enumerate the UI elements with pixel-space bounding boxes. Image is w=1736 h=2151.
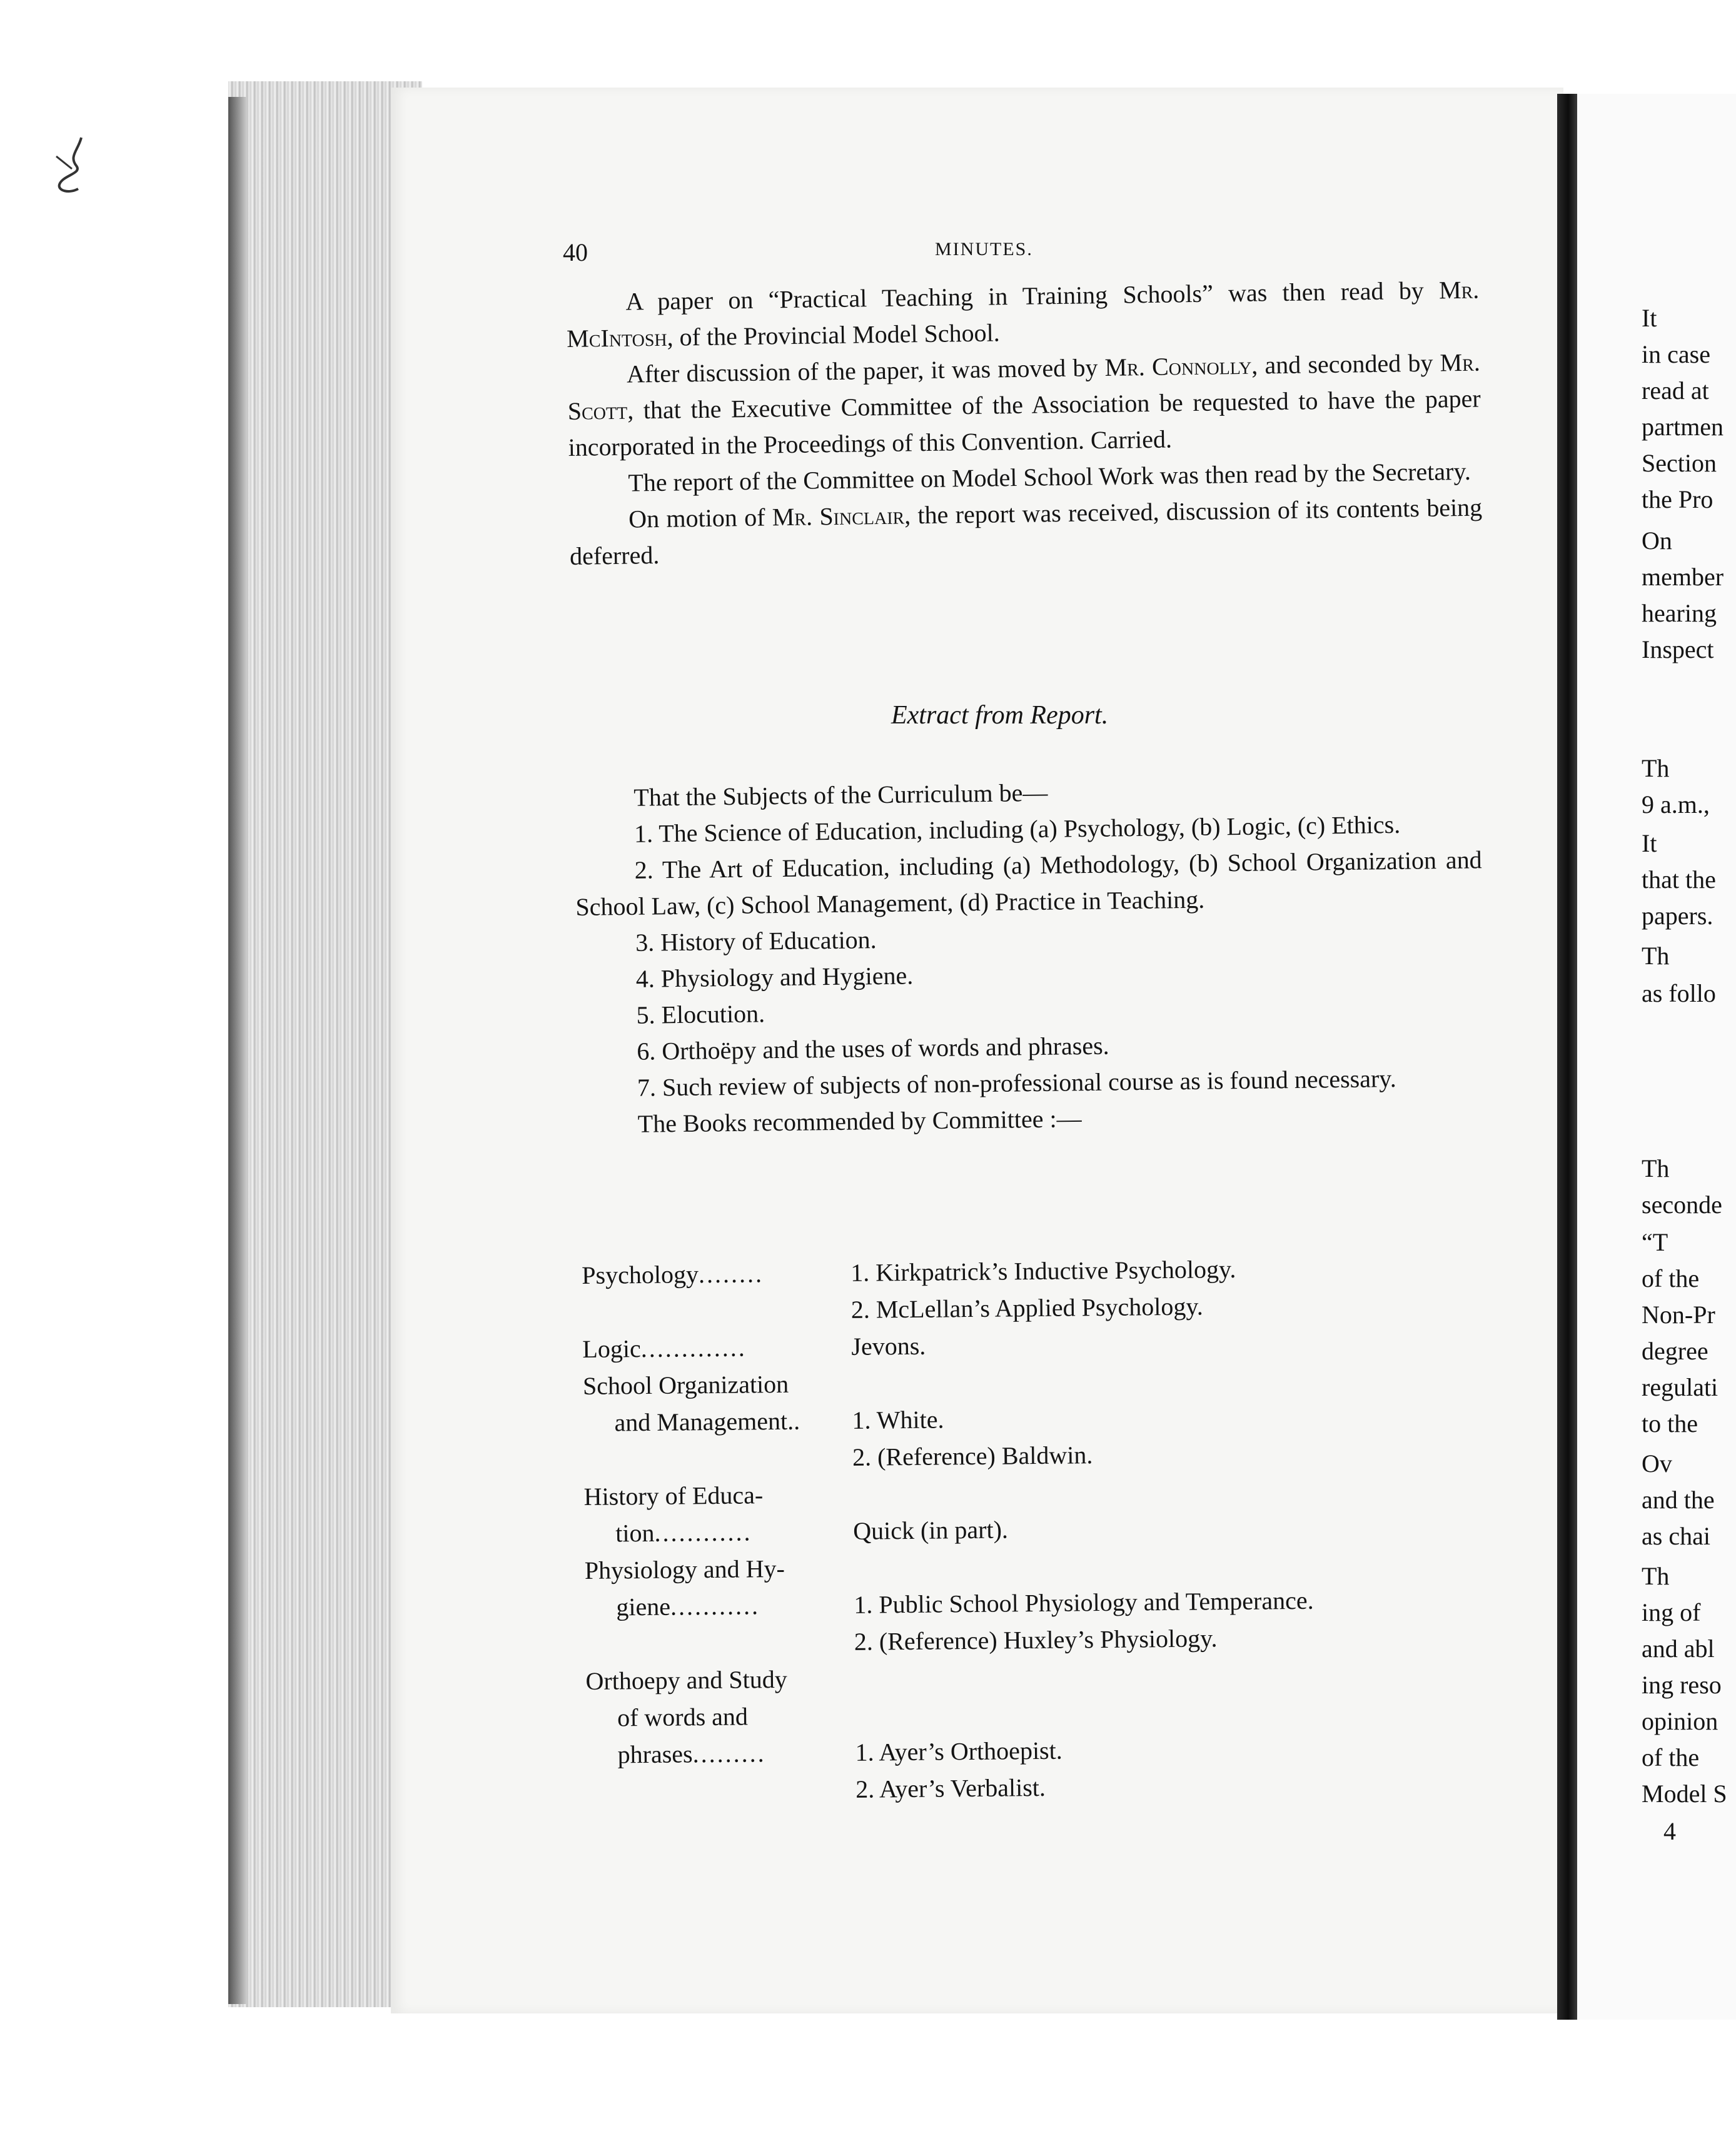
right-page-line-fragment: Ov: [1642, 1449, 1672, 1478]
book-title: 1. Kirkpatrick’s Inductive Psychology.: [850, 1254, 1236, 1287]
right-page-line-fragment: of the: [1642, 1743, 1700, 1771]
extract-intro: That the Subjects of the Curriculum be—: [633, 778, 1048, 812]
curriculum-item: 5. Elocution.: [636, 999, 765, 1029]
right-page-line-fragment: It: [1642, 304, 1657, 332]
subject-label: and Management..: [614, 1406, 800, 1437]
subject-label: giene: [616, 1592, 671, 1621]
book-title: 2. Ayer’s Verbalist.: [855, 1773, 1046, 1803]
curriculum-item: 1. The Science of Education, including (a) Psychology, (b) Logic, (c) Ethics.: [633, 810, 1401, 848]
right-page-line-fragment: as follo: [1642, 979, 1716, 1007]
person-name: Mr. Scott: [567, 348, 1481, 425]
right-page-line-fragment: Non-Pr: [1642, 1301, 1715, 1329]
paragraph-received: On motion of Mr. Sinclair, the report was received, discussion of its contents being deferred.: [569, 493, 1483, 570]
right-page-line-fragment: hearing: [1642, 599, 1717, 627]
right-page-line-fragment: the Pro: [1642, 485, 1713, 513]
subject-label: Physiology and Hy-: [584, 1554, 785, 1584]
paragraph-paper: A paper on “Practical Teaching in Training Schools” was then read by Mr. McIntosh, of the Provincial Model School.: [566, 275, 1480, 353]
curriculum-item: 4. Physiology and Hygiene.: [635, 961, 914, 993]
curriculum-extract: [574, 769, 1485, 1143]
right-page-line-fragment: On: [1642, 526, 1672, 555]
minutes-body: [566, 272, 1483, 575]
subject-label: Orthoepy and Study: [585, 1665, 787, 1695]
right-page-line-fragment: Th: [1642, 1562, 1670, 1590]
subject-label: of words and: [617, 1702, 749, 1732]
book-title: 2. McLellan’s Applied Psychology.: [850, 1292, 1203, 1324]
book-title: 2. (Reference) Huxley’s Physiology.: [854, 1624, 1218, 1656]
subject-label: School Organization: [582, 1369, 789, 1400]
right-page-line-fragment: partmen: [1642, 413, 1724, 441]
right-page-line-fragment: member: [1642, 563, 1724, 591]
subject-label: phrases: [617, 1740, 693, 1769]
book-gutter: [1557, 94, 1577, 2020]
right-page-line-fragment: seconde: [1642, 1191, 1722, 1219]
right-page-line-fragment: of the: [1642, 1264, 1700, 1292]
book-edge-shadow: [228, 97, 247, 2004]
right-page-line-fragment: ing reso: [1642, 1671, 1722, 1699]
paragraph-motion: After discussion of the paper, it was moved by Mr. Connolly, and seconded by Mr. Scott, that the Executive Committee of the Association be requested to have the paper incorporated in the Proceedings of this Convention. Carried.: [567, 348, 1481, 461]
right-page-line-fragment: regulati: [1642, 1373, 1718, 1401]
right-page-line-fragment: ing of: [1642, 1598, 1701, 1626]
right-page-line-fragment: read at: [1642, 376, 1709, 405]
person-name: Mr. McIntosh: [566, 275, 1480, 353]
leader-dots: .............: [640, 1333, 747, 1363]
subject-label: Logic: [582, 1334, 641, 1363]
leader-dots: ........: [698, 1259, 764, 1289]
right-page-line-fragment: Model S: [1642, 1780, 1727, 1808]
right-page-line-fragment: 4: [1663, 1817, 1676, 1845]
book-title: Jevons.: [851, 1331, 926, 1361]
leader-dots: ............: [654, 1518, 752, 1547]
right-page-line-fragment: opinion: [1642, 1707, 1718, 1735]
subject-label: Psychology: [582, 1260, 699, 1289]
person-name: Mr. Connolly: [1104, 351, 1252, 381]
curriculum-item: 3. History of Education.: [635, 925, 877, 957]
book-title: Quick (in part).: [853, 1515, 1009, 1545]
extract-heading: Extract from Report.: [891, 701, 1109, 730]
right-page-line-fragment: as chai: [1642, 1522, 1710, 1550]
page-number: 40: [563, 238, 588, 266]
person-name: Mr. Sinclair: [772, 501, 905, 531]
right-page-line-fragment: in case: [1642, 340, 1710, 368]
book-title: 2. (Reference) Baldwin.: [852, 1441, 1093, 1471]
running-head: MINUTES.: [935, 239, 1033, 259]
subject-label: tion: [615, 1518, 655, 1548]
handwritten-margin-mark: [44, 131, 100, 206]
book-title: 1. White.: [852, 1405, 944, 1434]
right-page-line-fragment: Section: [1642, 449, 1717, 477]
subject-label: History of Educa-: [583, 1481, 764, 1511]
right-page-line-fragment: to the: [1642, 1409, 1698, 1438]
right-page-line-fragment: It: [1642, 829, 1657, 857]
curriculum-item: 6. Orthoëpy and the uses of words and phrases.: [637, 1031, 1109, 1065]
right-page-line-fragment: 9 a.m.,: [1642, 790, 1710, 819]
right-page-line-fragment: Inspect: [1642, 635, 1714, 663]
leader-dots: ...........: [670, 1591, 760, 1621]
right-page-line-fragment: papers.: [1642, 902, 1713, 930]
right-page-line-fragment: Th: [1642, 942, 1670, 970]
right-page-line-fragment: Th: [1642, 1154, 1670, 1182]
books-intro: The Books recommended by Committee :—: [637, 1104, 1082, 1138]
curriculum-item: 2. The Art of Education, including (a) Methodology, (b) School Organization and School Law, (c) School Management, (d) Practice in Teaching.: [575, 845, 1482, 921]
book-title: 1. Ayer’s Orthoepist.: [855, 1736, 1062, 1766]
right-page-line-fragment: degree: [1642, 1337, 1708, 1365]
right-page-line-fragment: Th: [1642, 754, 1670, 782]
curriculum-item: 7. Such review of subjects of non-professional course as is found necessary.: [637, 1064, 1396, 1102]
books-list: [582, 1248, 1493, 1810]
right-page-line-fragment: “T: [1642, 1228, 1668, 1256]
right-page-line-fragment: that the: [1642, 865, 1716, 894]
paragraph-report: The report of the Committee on Model School Work was then read by the Secretary.: [628, 456, 1471, 497]
right-page-line-fragment: and the: [1642, 1486, 1715, 1514]
book-title: 1. Public School Physiology and Temperance.: [854, 1586, 1314, 1619]
leader-dots: .........: [692, 1739, 766, 1768]
right-page-line-fragment: and abl: [1642, 1635, 1715, 1663]
